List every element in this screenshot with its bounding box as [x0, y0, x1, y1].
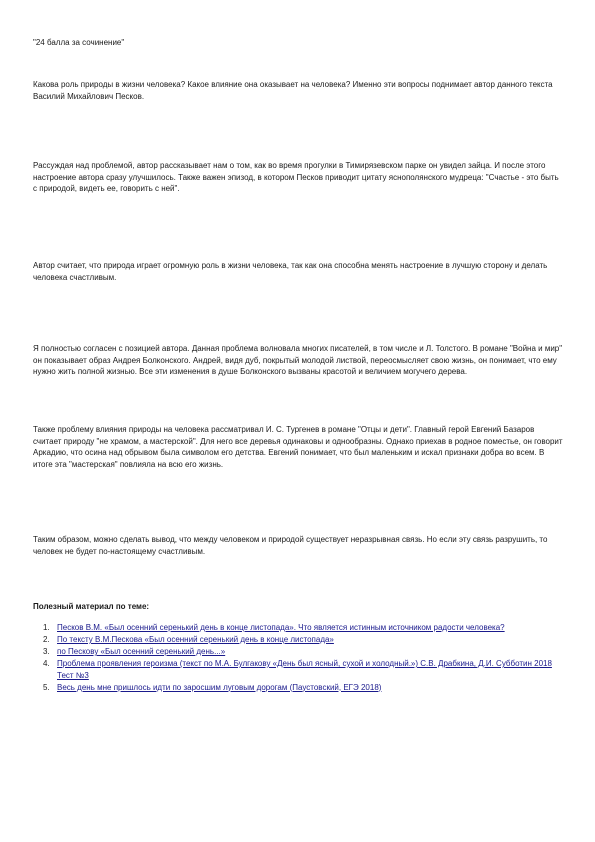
- related-link-item: [33, 682, 563, 694]
- related-link-item: [33, 658, 563, 681]
- related-link-item: [33, 646, 563, 658]
- related-links-list: [33, 622, 563, 694]
- list-number: 4.: [43, 659, 50, 668]
- list-number: 2.: [43, 635, 50, 644]
- related-link-4[interactable]: Проблема проявления героизма (текст по М.А. Булгакову «День был ясный, сухой и холодный.») С.В. Драбкина, Д.И. Субботин 2018 Тест №3: [57, 659, 552, 680]
- header-note: "24 балла за сочинение": [33, 38, 125, 47]
- related-link-item: [33, 634, 563, 646]
- list-number: 3.: [43, 647, 50, 656]
- related-link-item: [33, 622, 563, 634]
- paragraph-turgenev: Также проблему влияния природы на человека рассматривал И. С. Тургенев в романе "Отцы и дети". Главный герой Евгений Базаров считает природу "не храмом, а мастерской". Для него все деревья одинаковы и однообразны. Однако приехав в родное поместье, он говорит Аркадию, что осина над обрывом была символом его детства. Евгений понимает, что был маленьким и искал признаки добра во всем. В итоге эта "мастерская" повлияла на всю его жизнь.: [33, 425, 563, 469]
- paragraph-argument: Рассуждая над проблемой, автор рассказывает нам о том, как во время прогулки в Тимирязевском парке он увидел зайца. И после этого настроение автора сразу улучшилось. Также важен эпизод, в котором Песков приводит цитату яснополянского мудреца: "Счастье - это быть с природой, видеть ее, говорить с ней".: [33, 161, 559, 193]
- related-link-5[interactable]: Весь день мне пришлось идти по заросшим луговым дорогам (Паустовский, ЕГЭ 2018): [57, 682, 382, 692]
- paragraph-author-position: Автор считает, что природа играет огромную роль в жизни человека, так как она способна менять настроение в лучшую сторону и делать человека счастливым.: [33, 261, 548, 282]
- related-heading: Полезный материал по теме:: [33, 602, 150, 611]
- paragraph-tolstoy: Я полностью согласен с позицией автора. Данная проблема волновала многих писателей, в том числе и Л. Толстого. В романе "Война и мир" он показывает образ Андрея Болконского. Андрей, видя дуб, покрытый молодой листвой, переосмысляет свою жизнь, он понимает, что ему нужно жить полной жизнью. Все эти изменения в душе Болконского вызваны красотой и величием могучего дерева.: [33, 344, 563, 376]
- list-number: 1.: [43, 623, 50, 632]
- related-link-1[interactable]: Песков В.М. «Был осенний серенький день в конце листопада». Что является истинным источником радости человека?: [57, 623, 505, 632]
- list-number: 5.: [43, 682, 50, 692]
- related-link-3[interactable]: по Пескову «Был осенний серенький день...»: [57, 647, 226, 656]
- paragraph-intro: Какова роль природы в жизни человека? Какое влияние она оказывает на человека? Именно эти вопросы поднимает автор данного текста Василий Михайлович Песков.: [33, 80, 553, 101]
- related-link-2[interactable]: По тексту В.М.Пескова «Был осенний серенький день в конце листопада»: [57, 635, 334, 644]
- paragraph-conclusion: Таким образом, можно сделать вывод, что между человеком и природой существует неразрывная связь. Но если эту связь разрушить, то человек не будет по-настоящему счастливым.: [33, 535, 548, 556]
